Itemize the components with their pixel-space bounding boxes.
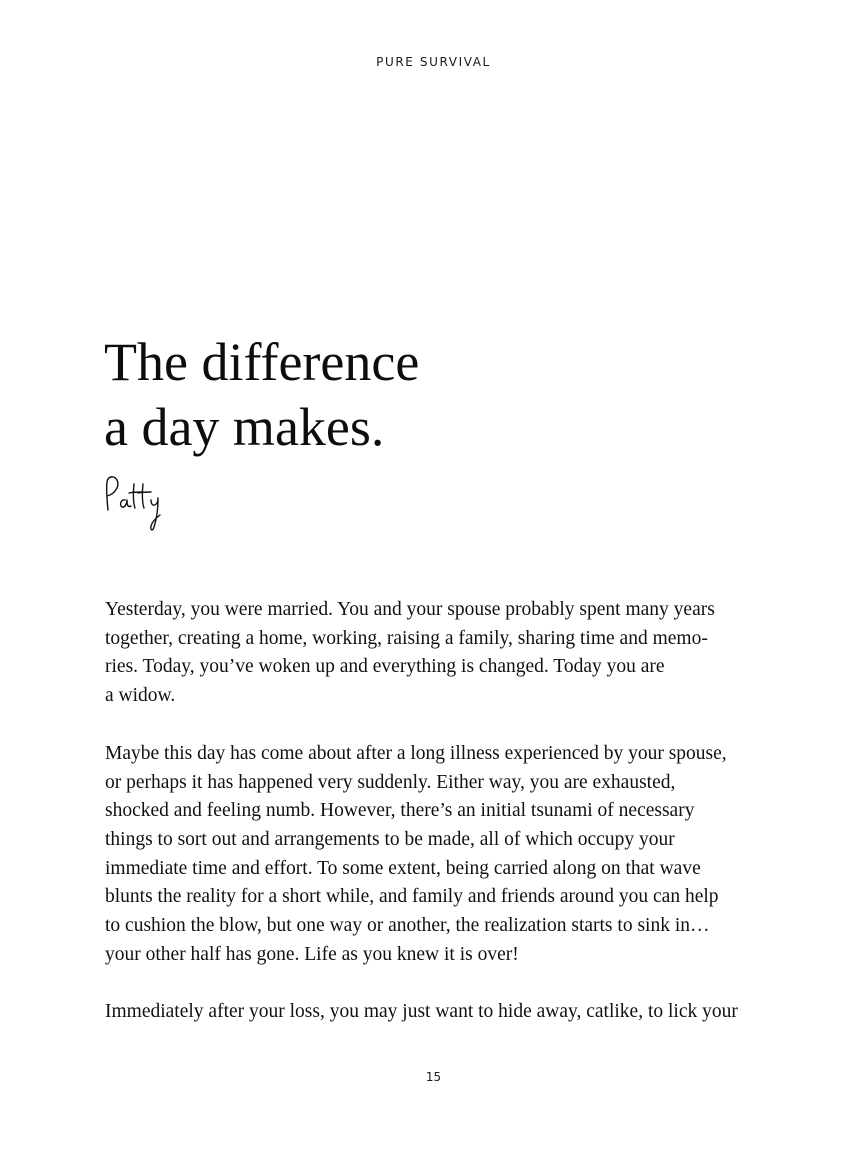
text-line: or perhaps it has happened very suddenly. Either way, you are exhausted, — [105, 771, 676, 793]
author-signature — [98, 470, 170, 536]
text-line: to cushion the blow, but one way or another, the realization starts to sink in… — [105, 915, 710, 937]
text-line: your other half has gone. Life as you knew it is over! — [105, 943, 519, 965]
paragraph — [105, 596, 765, 711]
text-line: immediate time and effort. To some extent, being carried along on that wave — [105, 857, 701, 879]
paragraph — [105, 998, 765, 1027]
body-text — [105, 596, 765, 1056]
text-line: together, creating a home, working, raising a family, sharing time and memo- — [105, 627, 708, 649]
page-number: 15 — [425, 1070, 442, 1084]
chapter-title-line: a day makes. — [104, 397, 385, 457]
chapter-title — [104, 330, 704, 460]
text-line: shocked and feeling numb. However, there’s an initial tsunami of necessary — [105, 800, 695, 822]
chapter-title-line: The difference — [104, 332, 420, 392]
running-header: PURE SURVIVAL — [376, 55, 491, 69]
text-line: a widow. — [105, 685, 176, 707]
text-line: Maybe this day has come about after a long illness experienced by your spouse, — [105, 742, 727, 764]
text-line: Immediately after your loss, you may just want to hide away, catlike, to lick your — [105, 1001, 738, 1023]
text-line: blunts the reality for a short while, and family and friends around you can help — [105, 886, 719, 908]
text-line: Yesterday, you were married. You and your spouse probably spent many years — [105, 599, 715, 620]
paragraph — [105, 740, 765, 970]
text-line: things to sort out and arrangements to be made, all of which occupy your — [105, 828, 675, 850]
text-line: ries. Today, you’ve woken up and everything is changed. Today you are — [105, 656, 665, 678]
